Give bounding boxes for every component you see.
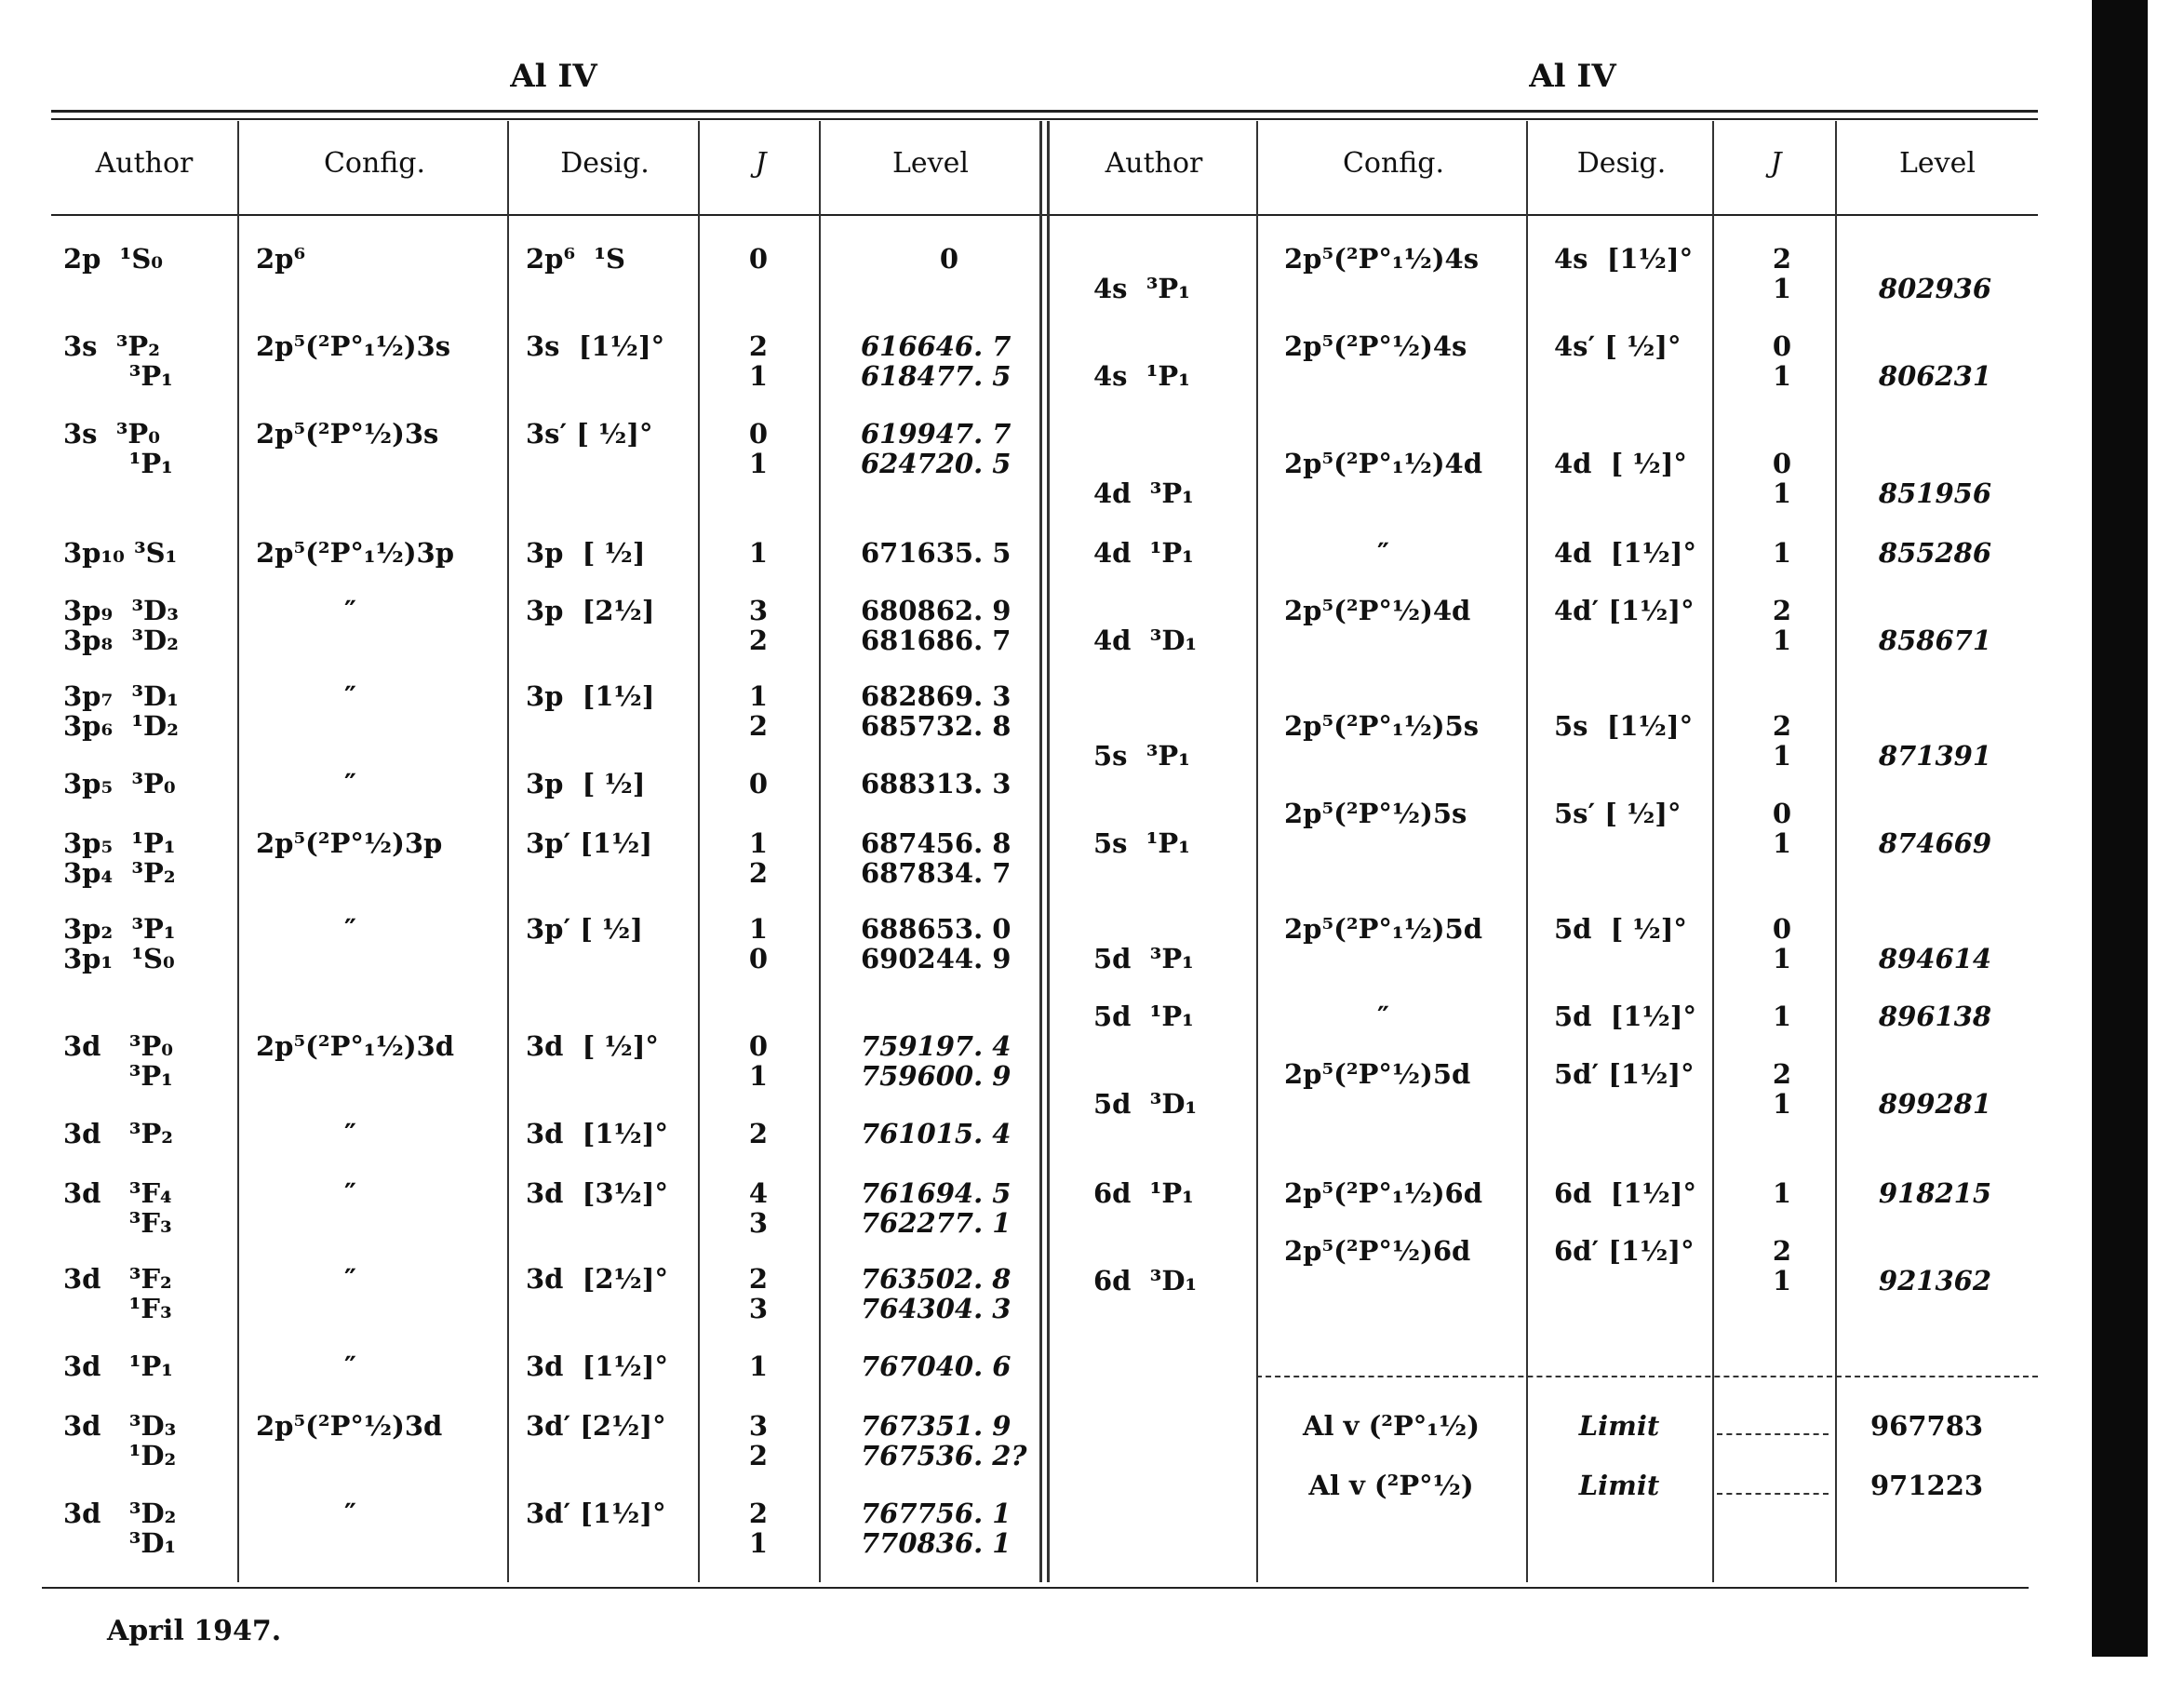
config-ditto: ″	[1377, 1001, 1389, 1032]
j-cell: 2	[1772, 243, 1792, 275]
config-cell: 2p⁵(²P°½)6d	[1284, 1235, 1471, 1267]
publication-date: April 1947.	[107, 1615, 282, 1647]
header-config: Config.	[323, 147, 426, 180]
level-cell: 899281	[1878, 1088, 1991, 1120]
j-cell: 0	[1772, 330, 1792, 362]
level-cell: 761015. 4	[861, 1118, 1012, 1149]
desig-cell: 5d′ [1½]°	[1554, 1058, 1695, 1090]
desig-cell: 4d′ [1½]°	[1554, 595, 1695, 626]
config-cell: 2p⁵(²P°₁½)3s	[256, 330, 451, 362]
level-cell: 624720. 5	[861, 448, 1012, 479]
j-cell: 1	[1772, 625, 1792, 656]
header-desig: Desig.	[560, 147, 650, 180]
level-cell: 894614	[1878, 943, 1991, 974]
j-cell: 0	[1772, 798, 1792, 829]
j-cell: 3	[748, 1410, 769, 1442]
j-cell: 2	[748, 1118, 769, 1149]
level-cell: 921362	[1878, 1265, 1991, 1296]
j-cell: 0	[748, 768, 769, 799]
j-cell: 4	[748, 1177, 769, 1209]
desig-cell: 5s′ [ ½]°	[1554, 798, 1682, 829]
author-cell: 3p₉ ³D₃ 3p₈ ³D₂	[63, 595, 179, 656]
j-cell: 1	[1772, 827, 1792, 859]
author-cell: 5d ³P₁	[1093, 943, 1194, 974]
col-divider	[1526, 121, 1528, 1582]
desig-cell: 2p⁶ ¹S	[526, 243, 625, 275]
author-cell: 3d ³P₂	[63, 1118, 173, 1149]
limit-config: Al v (²P°½)	[1308, 1470, 1474, 1501]
author-cell: 3p₁₀ ³S₁	[63, 537, 178, 569]
config-cell: 2p⁵(²P°₁½)5d	[1284, 913, 1483, 945]
j-cell: 1	[748, 448, 769, 479]
j-cell: 1	[748, 1060, 769, 1092]
config-cell: 2p⁵(²P°½)3s	[256, 418, 439, 450]
config-ditto: ″	[344, 1350, 356, 1382]
desig-cell: 3p′ [1½]	[526, 827, 653, 859]
header-level: Level	[892, 147, 969, 180]
left-table-title: Al IV	[510, 58, 597, 95]
header-level: Level	[1899, 147, 1976, 180]
header-desig: Desig.	[1576, 147, 1667, 180]
limit-level: 971223	[1870, 1470, 1984, 1501]
level-cell: 767756. 1	[861, 1498, 1012, 1529]
desig-cell: 4s [1½]°	[1554, 243, 1694, 275]
author-cell: 5s ³P₁	[1093, 740, 1190, 772]
level-cell: 619947. 7	[861, 418, 1012, 450]
table-split-divider	[1047, 121, 1050, 1582]
level-cell: 687834. 7	[861, 857, 1012, 889]
j-cell: 2	[748, 1440, 769, 1471]
limit-separator	[1256, 1376, 2038, 1377]
j-cell: 1	[748, 1350, 769, 1382]
author-cell: 5d ³D₁	[1093, 1088, 1198, 1120]
level-cell: 764304. 3	[861, 1293, 1012, 1324]
j-cell: 2	[1772, 1058, 1792, 1090]
j-cell: 1	[1772, 477, 1792, 509]
limit-config: Al v (²P°₁½)	[1303, 1410, 1480, 1442]
author-cell: 4d ¹P₁	[1093, 537, 1194, 569]
level-cell: 759197. 4	[861, 1030, 1012, 1062]
limit-leader	[1717, 1433, 1829, 1435]
j-cell: 1	[748, 537, 769, 569]
level-cell: 858671	[1878, 625, 1991, 656]
author-cell: 3d ¹P₁	[63, 1350, 173, 1382]
config-ditto: ″	[344, 913, 356, 945]
config-cell: 2p⁵(²P°₁½)6d	[1284, 1177, 1483, 1209]
j-cell: 1	[1772, 740, 1792, 772]
author-cell: 4s ³P₁	[1093, 273, 1190, 304]
author-cell: 5d ¹P₁	[1093, 1001, 1194, 1032]
j-cell: 3	[748, 595, 769, 626]
config-cell: 2p⁵(²P°₁½)5s	[1284, 710, 1480, 742]
author-cell: 2p ¹S₀	[63, 243, 163, 275]
author-cell: 6d ³D₁	[1093, 1265, 1198, 1296]
level-cell: 761694. 5	[861, 1177, 1012, 1209]
header-author: Author	[1105, 147, 1203, 180]
bottom-rule	[42, 1587, 2029, 1589]
level-cell: 682869. 3	[861, 680, 1012, 712]
level-cell: 687456. 8	[861, 827, 1012, 859]
limit-level: 967783	[1870, 1410, 1984, 1442]
j-cell: 2	[748, 857, 769, 889]
col-divider	[237, 121, 239, 1582]
author-cell: 3p₂ ³P₁ 3p₁ ¹S₀	[63, 913, 176, 974]
level-cell: 688653. 0	[861, 913, 1012, 945]
level-cell: 770836. 1	[861, 1527, 1012, 1559]
page-edge-shadow	[2092, 0, 2148, 1657]
limit-desig: Limit	[1578, 1470, 1660, 1501]
config-ditto: ″	[344, 768, 356, 799]
j-cell: 1	[1772, 273, 1792, 304]
author-cell: 3s ³P₂ ³P₁	[63, 330, 173, 392]
level-cell: 618477. 5	[861, 360, 1012, 392]
j-cell: 1	[748, 827, 769, 859]
desig-cell: 3p [2½]	[526, 595, 655, 626]
desig-cell: 6d [1½]°	[1554, 1177, 1697, 1209]
j-cell: 1	[748, 360, 769, 392]
j-cell: 2	[748, 1498, 769, 1529]
desig-cell: 5d [ ½]°	[1554, 913, 1687, 945]
config-cell: 2p⁵(²P°₁½)3p	[256, 537, 455, 569]
top-rule-inner	[51, 118, 2038, 120]
level-cell: 767040. 6	[861, 1350, 1012, 1382]
level-cell: 762277. 1	[861, 1207, 1012, 1239]
level-cell: 763502. 8	[861, 1263, 1012, 1295]
level-cell: 681686. 7	[861, 625, 1012, 656]
desig-cell: 6d′ [1½]°	[1554, 1235, 1695, 1267]
config-cell: 2p⁵(²P°½)3d	[256, 1410, 443, 1442]
right-table-title: Al IV	[1529, 58, 1616, 95]
author-cell: 3d ³D₃ ¹D₂	[63, 1410, 177, 1471]
j-cell: 0	[748, 943, 769, 974]
config-cell: 2p⁵(²P°½)5s	[1284, 798, 1467, 829]
table-split-divider	[1039, 121, 1042, 1582]
limit-desig: Limit	[1578, 1410, 1660, 1442]
desig-cell: 4d [1½]°	[1554, 537, 1697, 569]
j-cell: 1	[748, 913, 769, 945]
j-cell: 2	[748, 1263, 769, 1295]
author-cell: 5s ¹P₁	[1093, 827, 1190, 859]
author-cell: 6d ¹P₁	[1093, 1177, 1194, 1209]
desig-cell: 5s [1½]°	[1554, 710, 1694, 742]
desig-cell: 3s′ [ ½]°	[526, 418, 653, 450]
config-cell: 2p⁵(²P°₁½)4d	[1284, 448, 1483, 479]
author-cell: 4d ³P₁	[1093, 477, 1194, 509]
j-cell: 3	[748, 1293, 769, 1324]
config-ditto: ″	[344, 1118, 356, 1149]
desig-cell: 3p [1½]	[526, 680, 655, 712]
author-cell: 4d ³D₁	[1093, 625, 1198, 656]
author-cell: 3p₅ ¹P₁ 3p₄ ³P₂	[63, 827, 176, 889]
level-cell: 616646. 7	[861, 330, 1012, 362]
desig-cell: 3d [1½]°	[526, 1118, 669, 1149]
author-cell: 4s ¹P₁	[1093, 360, 1190, 392]
j-cell: 1	[1772, 1001, 1792, 1032]
level-cell: 767536. 2?	[861, 1440, 1027, 1471]
desig-cell: 3d [2½]°	[526, 1263, 669, 1295]
desig-cell: 3p [ ½]	[526, 768, 646, 799]
author-cell: 3p₅ ³P₀	[63, 768, 176, 799]
config-ditto: ″	[344, 595, 356, 626]
author-cell: 3d ³F₄ ³F₃	[63, 1177, 172, 1239]
j-cell: 1	[1772, 1265, 1792, 1296]
level-cell: 871391	[1878, 740, 1991, 772]
config-ditto: ″	[344, 1498, 356, 1529]
j-cell: 1	[1772, 1177, 1792, 1209]
j-cell: 2	[748, 330, 769, 362]
col-divider	[507, 121, 509, 1582]
level-cell: 688313. 3	[861, 768, 1012, 799]
author-cell: 3p₇ ³D₁ 3p₆ ¹D₂	[63, 680, 179, 742]
level-cell: 874669	[1878, 827, 1991, 859]
top-rule	[51, 110, 2038, 113]
j-cell: 1	[1772, 537, 1792, 569]
level-cell: 0	[939, 243, 959, 275]
desig-cell: 4s′ [ ½]°	[1554, 330, 1682, 362]
desig-cell: 3d′ [1½]°	[526, 1498, 666, 1529]
header-author: Author	[95, 147, 194, 180]
j-cell: 2	[748, 625, 769, 656]
desig-cell: 3d [1½]°	[526, 1350, 669, 1382]
config-ditto: ″	[344, 1263, 356, 1295]
j-cell: 2	[1772, 1235, 1792, 1267]
desig-cell: 3s [1½]°	[526, 330, 665, 362]
j-cell: 1	[748, 680, 769, 712]
header-j: J	[755, 147, 767, 180]
author-cell: 3d ³D₂ ³D₁	[63, 1498, 177, 1559]
config-cell: 2p⁵(²P°₁½)3d	[256, 1030, 455, 1062]
j-cell: 1	[1772, 360, 1792, 392]
config-cell: 2p⁵(²P°½)4d	[1284, 595, 1471, 626]
j-cell: 0	[1772, 448, 1792, 479]
level-cell: 851956	[1878, 477, 1991, 509]
col-divider	[819, 121, 821, 1582]
level-cell: 671635. 5	[861, 537, 1012, 569]
col-divider	[1712, 121, 1714, 1582]
j-cell: 0	[748, 1030, 769, 1062]
j-cell: 0	[748, 418, 769, 450]
level-cell: 759600. 9	[861, 1060, 1012, 1092]
level-cell: 855286	[1878, 537, 1991, 569]
j-cell: 2	[1772, 595, 1792, 626]
desig-cell: 3d [ ½]°	[526, 1030, 659, 1062]
config-cell: 2p⁵(²P°½)3p	[256, 827, 443, 859]
j-cell: 1	[1772, 1088, 1792, 1120]
author-cell: 3d ³P₀ ³P₁	[63, 1030, 173, 1092]
desig-cell: 3p [ ½]	[526, 537, 646, 569]
config-cell: 2p⁶	[256, 243, 306, 275]
level-cell: 802936	[1878, 273, 1991, 304]
level-cell: 896138	[1878, 1001, 1991, 1032]
config-cell: 2p⁵(²P°₁½)4s	[1284, 243, 1480, 275]
level-cell: 806231	[1878, 360, 1991, 392]
j-cell: 0	[1772, 913, 1792, 945]
config-cell: 2p⁵(²P°½)4s	[1284, 330, 1467, 362]
header-j: J	[1770, 147, 1782, 180]
config-ditto: ″	[1377, 537, 1389, 569]
desig-cell: 3d [3½]°	[526, 1177, 669, 1209]
desig-cell: 4d [ ½]°	[1554, 448, 1687, 479]
level-cell: 767351. 9	[861, 1410, 1012, 1442]
desig-cell: 3d′ [2½]°	[526, 1410, 666, 1442]
col-divider	[1256, 121, 1258, 1582]
level-cell: 690244. 9	[861, 943, 1012, 974]
j-cell: 0	[748, 243, 769, 275]
j-cell: 2	[1772, 710, 1792, 742]
config-ditto: ″	[344, 1177, 356, 1209]
j-cell: 1	[748, 1527, 769, 1559]
desig-cell: 5d [1½]°	[1554, 1001, 1697, 1032]
j-cell: 1	[1772, 943, 1792, 974]
author-cell: 3d ³F₂ ¹F₃	[63, 1263, 172, 1324]
level-cell: 680862. 9	[861, 595, 1012, 626]
header-config: Config.	[1342, 147, 1445, 180]
level-cell: 685732. 8	[861, 710, 1012, 742]
limit-leader	[1717, 1493, 1829, 1495]
author-cell: 3s ³P₀ ¹P₁	[63, 418, 173, 479]
header-rule	[51, 214, 2038, 216]
config-ditto: ″	[344, 680, 356, 712]
level-cell: 918215	[1878, 1177, 1991, 1209]
j-cell: 2	[748, 710, 769, 742]
config-cell: 2p⁵(²P°½)5d	[1284, 1058, 1471, 1090]
desig-cell: 3p′ [ ½]	[526, 913, 643, 945]
col-divider	[698, 121, 700, 1582]
col-divider	[1835, 121, 1837, 1582]
j-cell: 3	[748, 1207, 769, 1239]
